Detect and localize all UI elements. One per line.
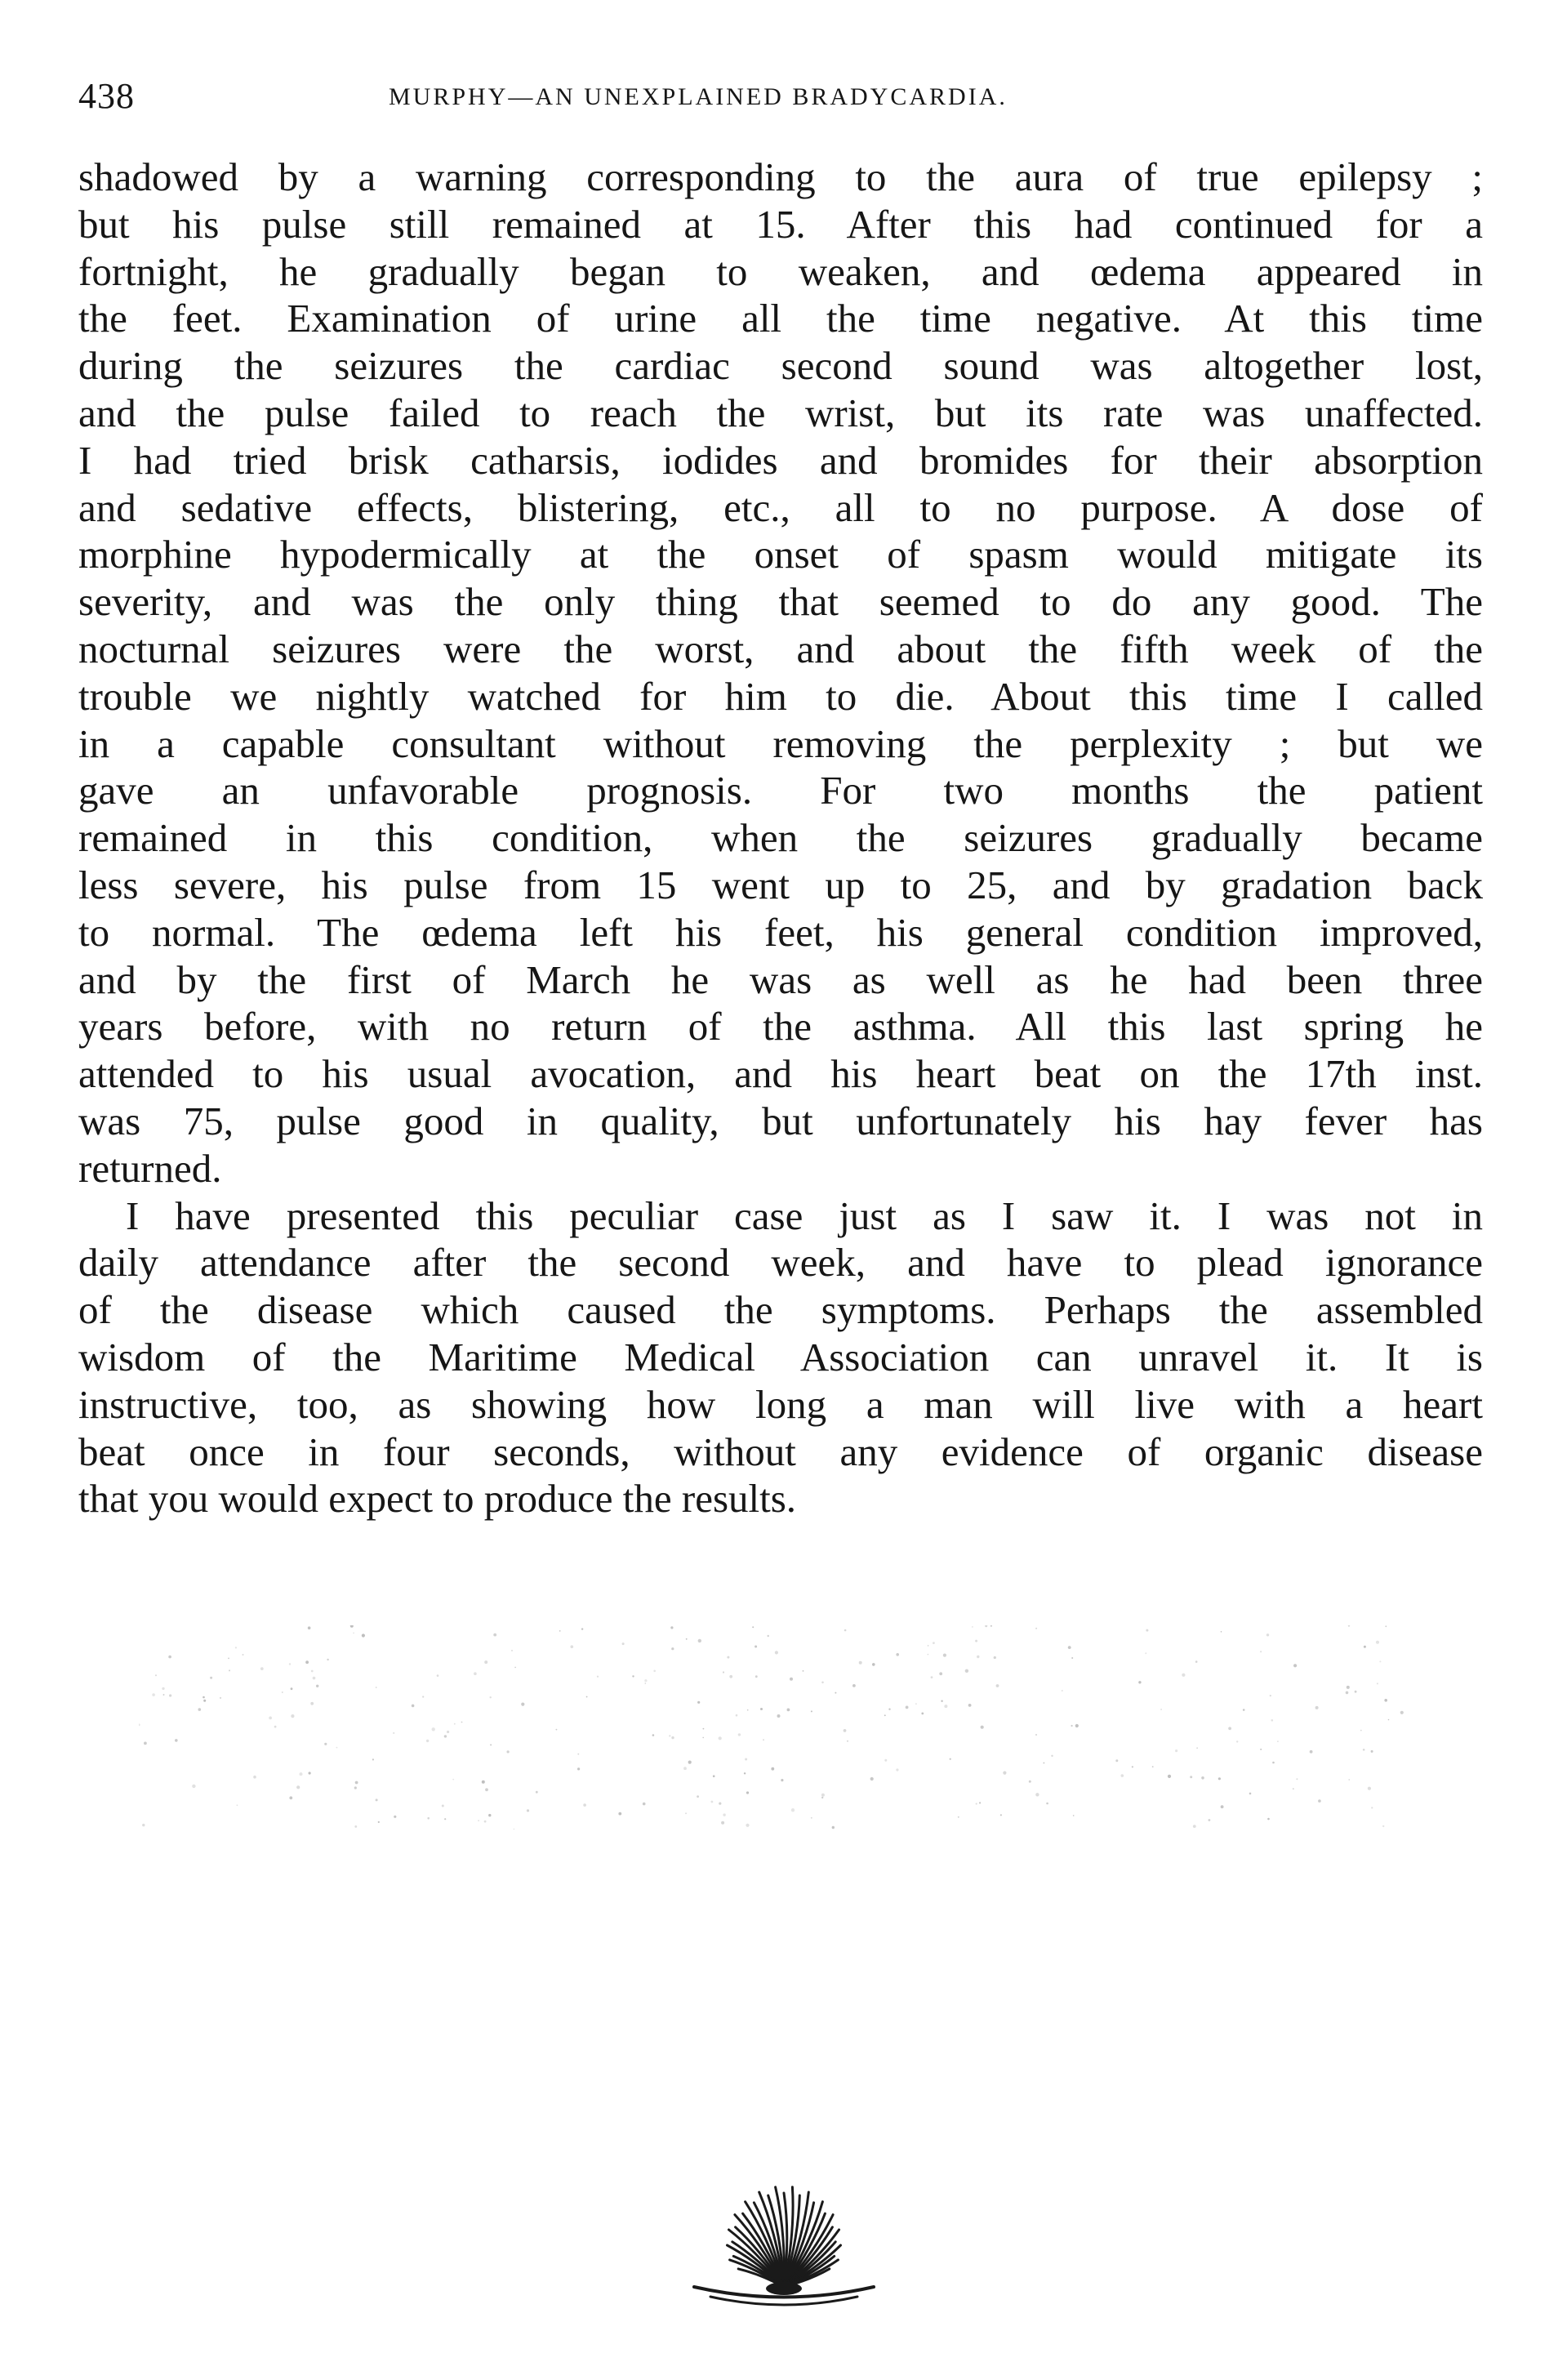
text-line: trouble we nightly watched for him to die. About this time I called — [78, 673, 1483, 719]
text-line: I had tried brisk catharsis, iodides and bromides for their absorption — [78, 437, 1483, 483]
text-line: beat once in four seconds, without any evidence of organic disease — [78, 1428, 1483, 1474]
print-speckles — [139, 1625, 1413, 1830]
text-line: I have presented this peculiar case just as I saw it. I was not in — [126, 1192, 1483, 1238]
text-line: in a capable consultant without removing the perplexity ; but we — [78, 720, 1483, 766]
text-line: and the pulse failed to reach the wrist, but its rate was unaffected. — [78, 390, 1483, 435]
text-line: gave an unfavorable prognosis. For two months the patient — [78, 768, 1483, 813]
text-line: remained in this condition, when the seizures gradually became — [78, 815, 1483, 861]
text-line: during the seizures the cardiac second sound was altogether lost, — [78, 343, 1483, 389]
running-head — [78, 75, 1483, 124]
text-line: that you would expect to produce the results. — [78, 1476, 797, 1522]
text-line: shadowed by a warning corresponding to the aura of true epilepsy ; — [78, 154, 1483, 199]
text-line: years before, with no return of the asthma. All this last spring he — [78, 1004, 1483, 1050]
text-line: to normal. The œdema left his feet, his general condition improved, — [78, 909, 1483, 955]
text-line: instructive, too, as showing how long a man will live with a heart — [78, 1381, 1483, 1427]
text-line: daily attendance after the second week, and have to plead ignorance — [78, 1240, 1483, 1286]
text-line: the feet. Examination of urine all the time negative. At this time — [78, 296, 1483, 341]
paragraph — [78, 154, 1483, 1192]
text-line: was 75, pulse good in quality, but unfortunately his hay fever has — [78, 1098, 1483, 1143]
text-line: of the disease which caused the symptoms. Perhaps the assembled — [78, 1287, 1483, 1333]
page-number: 438 — [78, 76, 135, 116]
text-line: nocturnal seizures were the worst, and about the fifth week of the — [78, 626, 1483, 671]
text-line: attended to his usual avocation, and his heart beat on the 17th inst. — [78, 1051, 1483, 1097]
text-line: fortnight, he gradually began to weaken, and œdema appeared in — [78, 248, 1483, 294]
tailpiece-ornament-icon — [661, 2164, 906, 2311]
paragraph — [78, 1192, 1483, 1523]
text-line: severity, and was the only thing that seemed to do any good. The — [78, 579, 1483, 625]
text-line: and by the first of March he was as well as he had been three — [78, 956, 1483, 1002]
text-line: returned. — [78, 1145, 222, 1191]
text-line: less severe, his pulse from 15 went up to 25, and by gradation back — [78, 862, 1483, 907]
body-text — [78, 154, 1483, 1522]
text-line: wisdom of the Maritime Medical Association can unravel it. It is — [78, 1334, 1483, 1379]
text-line: and sedative effects, blistering, etc., all to no purpose. A dose of — [78, 484, 1483, 530]
text-line: but his pulse still remained at 15. After this had continued for a — [78, 201, 1483, 247]
running-title: MURPHY—AN UNEXPLAINED BRADYCARDIA. — [389, 83, 1008, 110]
text-line: morphine hypodermically at the onset of spasm would mitigate its — [78, 532, 1483, 577]
